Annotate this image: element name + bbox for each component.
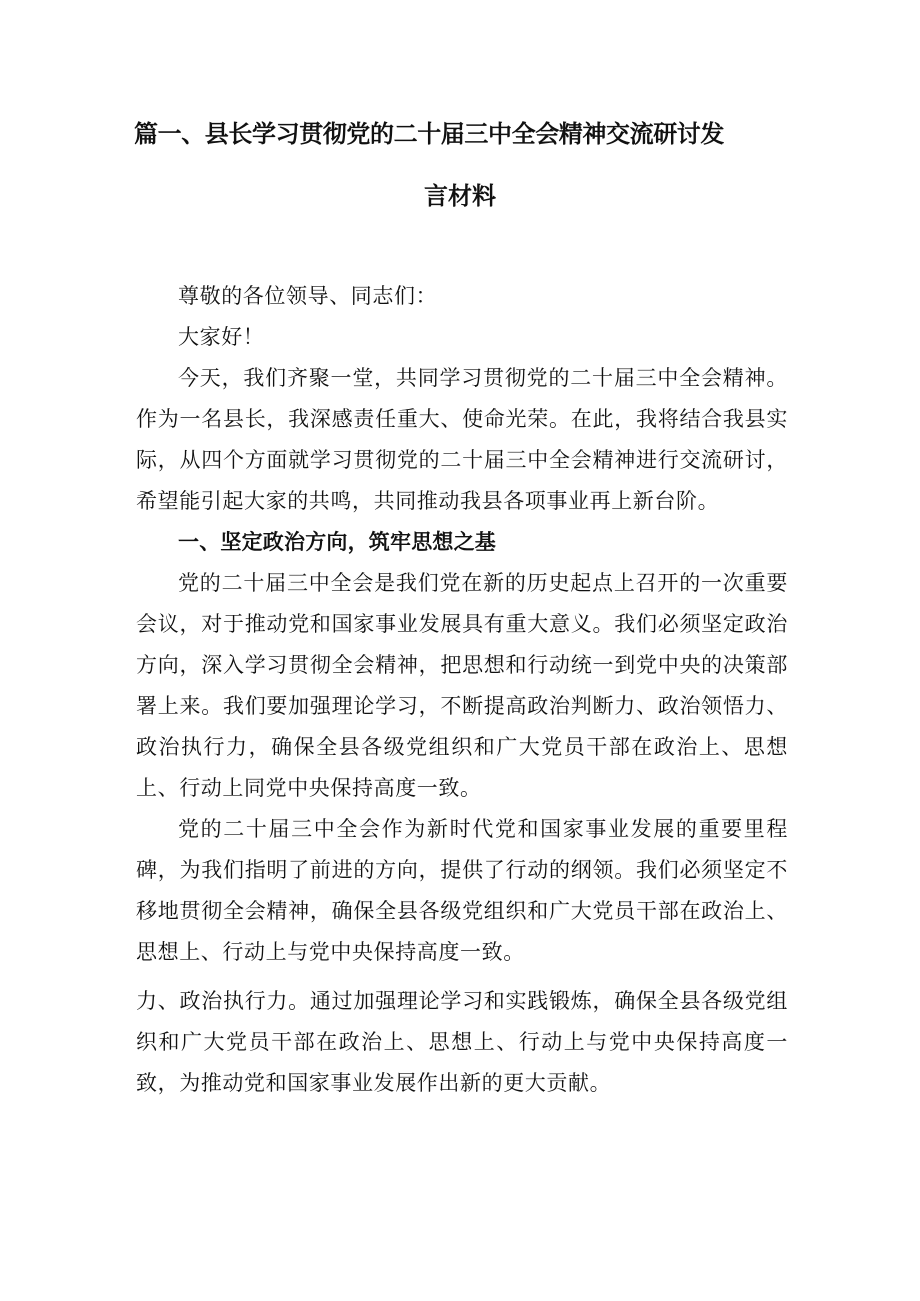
document-body xyxy=(136,276,788,1104)
document-title-line-1: 篇一、县长学习贯彻党的二十届三中全会精神交流研讨发 xyxy=(134,120,724,148)
section-1-paragraph-3: 力、政治执行力。通过加强理论学习和实践锻炼，确保全县各级党组织和广大党员干部在政治上、思想上、行动上与党中央保持高度一致，为推动党和国家事业发展作出新的更大贡献。 xyxy=(136,989,788,1095)
paragraph-gap xyxy=(136,973,788,981)
section-1-paragraph-2: 党的二十届三中全会作为新时代党和国家事业发展的重要里程碑，为我们指明了前进的方向，提供了行动的纲领。我们必须坚定不移地贯彻全会精神，确保全县各级党组织和广大党员干部在政治上、思想上、行动上与党中央保持高度一致。 xyxy=(136,817,788,964)
section-1-paragraph-1: 党的二十届三中全会是我们党在新的历史起点上召开的一次重要会议，对于推动党和国家事业发展具有重大意义。我们必须坚定政治方向，深入学习贯彻全会精神，把思想和行动统一到党中央的决策部署上来。我们要加强理论学习，不断提高政治判断力、政治领悟力、政治执行力，确保全县各级党组织和广大党员干部在政治上、思想上、行动上同党中央保持高度一致。 xyxy=(136,571,788,800)
section-1-heading: 一、坚定政治方向，筑牢思想之基 xyxy=(178,530,496,554)
greeting: 大家好！ xyxy=(178,325,265,349)
document-title-line-2: 言材料 xyxy=(424,182,496,210)
salutation: 尊敬的各位领导、同志们： xyxy=(178,284,438,308)
intro-paragraph: 今天，我们齐聚一堂，共同学习贯彻党的二十届三中全会精神。作为一名县长，我深感责任重大、使命光荣。在此，我将结合我县实际，从四个方面就学习贯彻党的二十届三中全会精神进行交流研讨，希望能引起大家的共鸣，共同推动我县各项事业再上新台阶。 xyxy=(136,366,788,513)
